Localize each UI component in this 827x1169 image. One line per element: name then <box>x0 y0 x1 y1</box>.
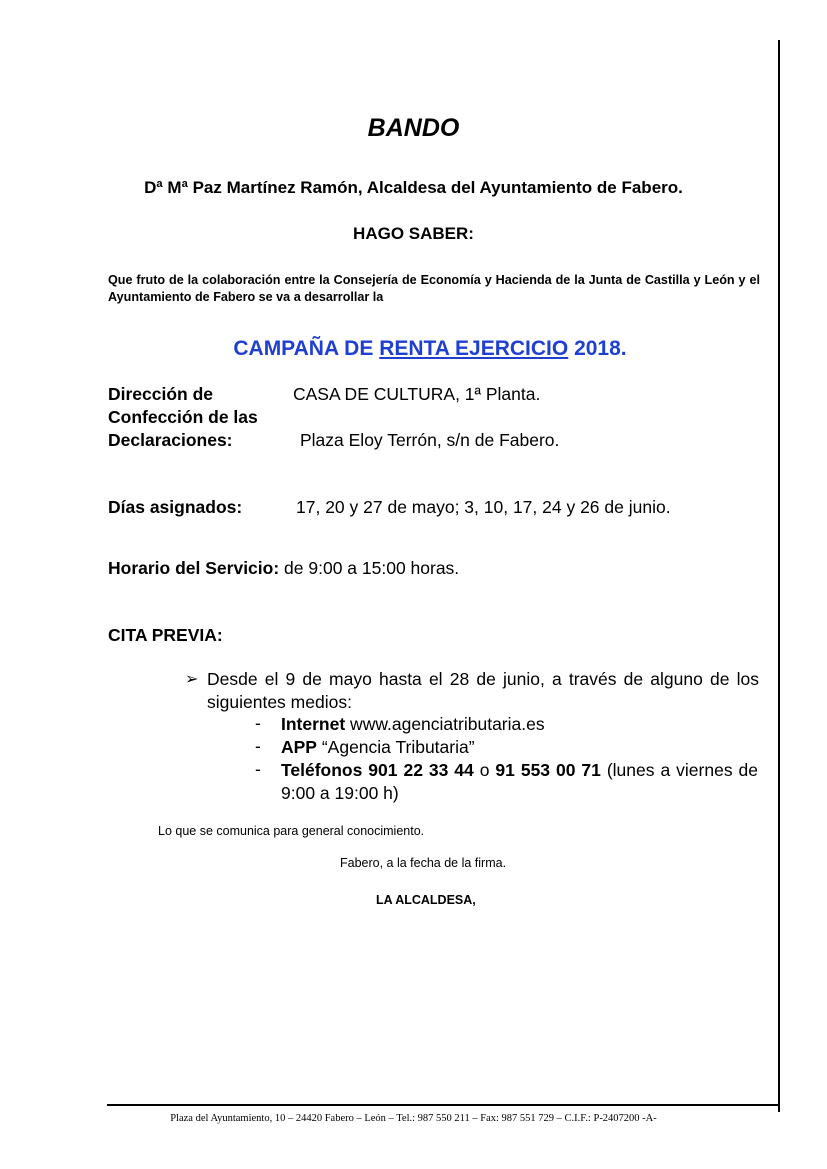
horario-value: de 9:00 a 15:00 horas. <box>279 558 460 578</box>
campaign-suffix: 2018. <box>568 337 627 360</box>
list-item-app <box>281 736 758 759</box>
arrow-bullet-icon: ➢ <box>185 671 199 688</box>
footer-rule <box>107 1104 780 1106</box>
list-item-internet <box>281 713 758 736</box>
direccion-label-line3: Declaraciones: <box>108 430 233 450</box>
signature-title: LA ALCALDESA, <box>376 893 476 907</box>
app-value: “Agencia Tributaria” <box>316 737 475 757</box>
telefonos-label: Teléfonos 901 22 33 44 <box>281 760 474 780</box>
internet-value: www.agenciatributaria.es <box>345 714 545 734</box>
list-item-telefonos <box>281 759 758 805</box>
intro-paragraph: Que fruto de la colaboración entre la Consejería de Economía y Hacienda de la Junta de Castilla y León y el Ayuntamiento de Fabero se va a desarrollar la <box>108 273 760 304</box>
telefonos-hours: (lunes a viernes de 9:00 a 19:00 h) <box>281 760 758 803</box>
horario-label: Horario del Servicio: <box>108 558 280 578</box>
document-title: BANDO <box>367 114 460 142</box>
hago-saber-heading: HAGO SABER: <box>353 224 474 243</box>
dias-label: Días asignados: <box>108 497 243 517</box>
internet-label: Internet <box>281 714 346 734</box>
footer-address: Plaza del Ayuntamiento, 10 – 24420 Fabero – León – Tel.: 987 550 211 – Fax: 987 551 729 – C.I.F.: P-2407200 -A- <box>170 1113 657 1124</box>
comunica-line: Lo que se comunica para general conocimiento. <box>158 824 425 838</box>
direccion-label-line2: Confección de las <box>108 407 258 427</box>
horario-line <box>108 558 459 579</box>
fecha-line: Fabero, a la fecha de la firma. <box>340 856 507 870</box>
direccion-value-line1: CASA DE CULTURA, 1ª Planta. <box>293 384 541 404</box>
list-item-dash: - <box>255 736 261 756</box>
cita-bullet-text: Desde el 9 de mayo hasta el 28 de junio, a través de alguno de los siguientes medios: <box>207 669 759 712</box>
campaign-heading <box>0 337 827 361</box>
telefonos-second: 91 553 00 71 <box>495 760 601 780</box>
cita-previa-label: CITA PREVIA: <box>108 625 223 645</box>
campaign-highlight: RENTA EJERCICIO <box>379 337 569 360</box>
direccion-label-line1: Dirección de <box>108 384 214 404</box>
direccion-value-line2: Plaza Eloy Terrón, s/n de Fabero. <box>300 430 560 450</box>
list-item-dash: - <box>255 713 261 733</box>
list-item-dash: - <box>255 759 261 779</box>
dias-value: 17, 20 y 27 de mayo; 3, 10, 17, 24 y 26 de junio. <box>296 497 671 517</box>
app-label: APP <box>281 737 317 757</box>
issuer-line: Dª Mª Paz Martínez Ramón, Alcaldesa del Ayuntamiento de Fabero. <box>144 178 683 197</box>
campaign-prefix: CAMPAÑA DE <box>233 337 380 360</box>
right-margin-rule <box>778 40 780 1112</box>
telefonos-or: o <box>473 760 496 780</box>
